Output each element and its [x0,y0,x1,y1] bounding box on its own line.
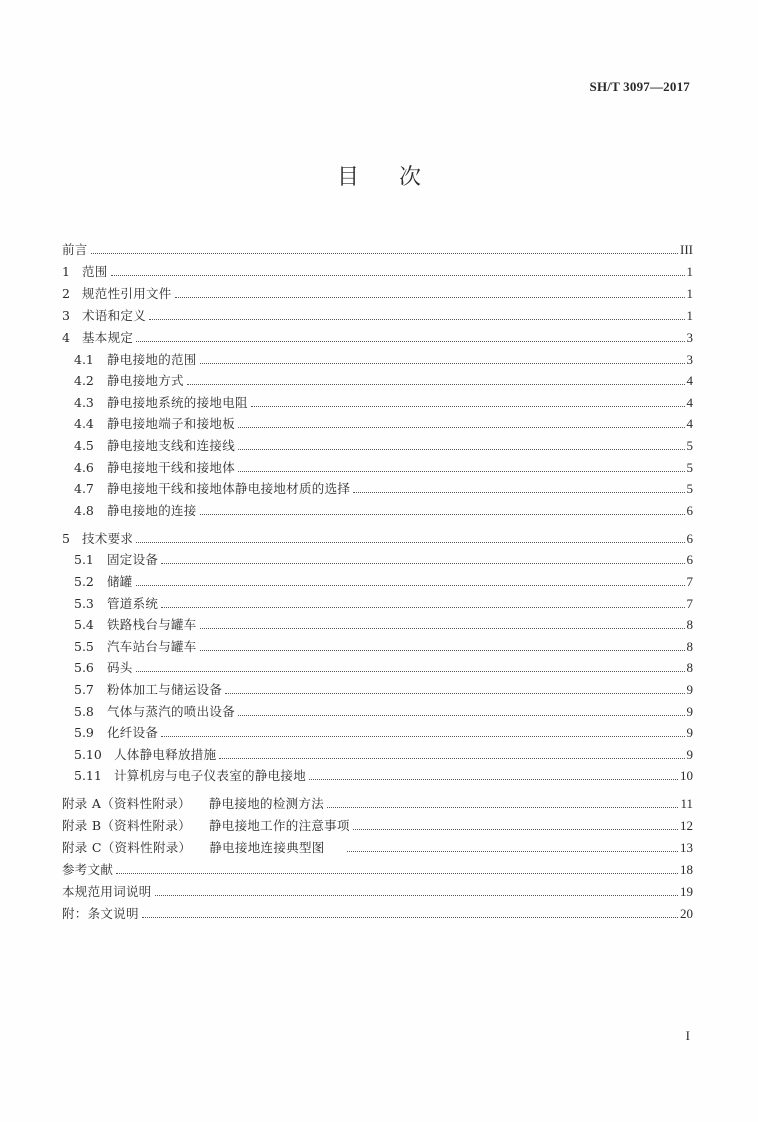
toc-entry-number: 5.6 [74,660,94,676]
toc-entry-label: 静电接地干线和接地体静电接地材质的选择 [107,481,351,497]
toc-entry[interactable] [62,345,693,367]
toc-entry[interactable] [62,388,693,410]
toc-entry-label: 码头 [107,660,133,676]
toc-entry[interactable] [62,301,693,323]
toc-leader-dots [238,427,684,428]
toc-entry-page: 9 [686,703,693,719]
toc-entry-number: 5.11 [74,768,102,784]
toc-entry-number: 5.2 [74,573,94,589]
toc-entry-label: 基本规定 [82,330,134,345]
toc-entry-page: 1 [686,286,693,301]
toc-entry-number: 4 [62,330,70,345]
toc-leader-dots [111,275,685,276]
toc-entry[interactable] [62,257,693,279]
toc-entry[interactable] [62,431,693,453]
toc-entry[interactable] [62,855,693,877]
toc-entry[interactable] [62,496,693,518]
toc-entry-page: 7 [686,573,693,589]
toc-leader-dots [238,471,684,472]
toc-entry-label: 粉体加工与储运设备 [107,681,223,697]
toc-entry[interactable] [62,654,693,676]
toc-leader-dots [238,715,684,716]
toc-entry-number: 5.3 [74,595,94,611]
toc-entry-label: 静电接地的范围 [107,351,197,367]
toc-entry-label: 静电接地方式 [107,373,184,389]
toc-entry-label: 静电接地工作的注意事项 [208,818,350,834]
toc-entry-number: 4.8 [74,502,94,518]
toc-entry-label: 术语和定义 [82,308,147,323]
toc-entry[interactable] [62,453,693,475]
toc-entry-page: 7 [686,595,693,611]
toc-entry-page: 1 [686,264,693,279]
toc-entry-number: 3 [62,308,70,323]
toc-leader-dots [136,341,684,342]
toc-entry[interactable] [62,235,693,257]
toc-entry-label: 规范性引用文件 [82,286,172,301]
page-folio: I [685,1028,690,1043]
toc-leader-dots [347,851,678,852]
toc-leader-dots [187,384,685,385]
toc-entry-page: 5 [686,437,693,453]
toc-entry-page: 19 [680,884,693,900]
toc-entry[interactable] [62,877,693,899]
toc-entry-label: 技术要求 [82,530,134,546]
toc-entry[interactable] [62,475,693,497]
toc-entry-label: 静电接地端子和接地板 [107,416,236,432]
toc-entry[interactable] [62,589,693,611]
toc-entry-number: 4.3 [74,394,94,410]
toc-entry-page: 3 [686,351,693,367]
toc-entry-page: 5 [686,481,693,497]
toc-leader-dots [161,563,684,564]
toc-leader-dots [219,758,684,759]
toc-entry-page: III [680,242,693,257]
toc-entry-page: 10 [680,768,693,784]
toc-entry[interactable] [62,833,693,855]
toc-entry-label: 管道系统 [107,595,159,611]
toc-entry[interactable] [62,611,693,633]
toc-entry-label: 静电接地干线和接地体 [107,459,236,475]
toc-entry-number: 5.1 [74,552,94,568]
toc-leader-dots [175,297,685,298]
toc-entry-page: 5 [686,459,693,475]
toc-entry[interactable] [62,762,693,784]
toc-entry-page: 4 [686,416,693,432]
toc-leader-dots [149,319,684,320]
toc-entry-label: 静电接地的检测方法 [208,796,325,812]
toc-entry-number: 5.8 [74,703,94,719]
toc-entry-number: 附录 A（资料性附录） [62,796,191,812]
toc-entry-page: 3 [686,330,693,345]
toc-entry-number: 4.7 [74,481,94,497]
toc-leader-dots [251,406,685,407]
toc-entry-number: 4.2 [74,373,94,389]
toc-leader-dots [200,628,685,629]
toc-entry-label: 汽车站台与罐车 [107,638,197,654]
toc-entry-number: 5.10 [74,746,102,762]
toc-entry-page: 6 [686,552,693,568]
toc-entry-number: 4.6 [74,459,94,475]
toc-entry[interactable] [62,811,693,833]
toc-entry[interactable] [62,410,693,432]
toc-entry-label: 化纤设备 [107,725,159,741]
toc-entry[interactable] [62,632,693,654]
toc-leader-dots [142,917,678,918]
toc-leader-dots [225,693,684,694]
toc-entry[interactable] [62,367,693,389]
toc-entry[interactable] [62,323,693,345]
toc-entry-page: 12 [680,818,693,834]
toc-leader-dots [161,736,684,737]
toc-entry-number: 附录 C（资料性附录） [62,840,192,856]
toc-entry-label: 气体与蒸汽的喷出设备 [107,703,236,719]
toc-entry-page: 1 [686,308,693,323]
toc-leader-dots [238,449,684,450]
toc-entry-label: 铁路栈台与罐车 [107,617,197,633]
toc-entry-page: 8 [686,617,693,633]
toc-entry-label: 静电接地的连接 [107,502,197,518]
toc-leader-dots [353,829,678,830]
toc-entry[interactable] [62,719,693,741]
toc-leader-dots [116,873,678,874]
toc-entry-number: 2 [62,286,70,301]
toc-entry-label: 静电接地连接典型图 [209,840,325,856]
toc-entry-page: 9 [686,746,693,762]
toc-entry[interactable] [62,524,693,546]
toc-entry[interactable] [62,899,693,921]
toc-leader-dots [91,253,678,254]
toc-entry-page: 13 [680,840,693,856]
toc-entry[interactable] [62,279,693,301]
toc-entry-page: 11 [680,796,693,812]
toc-leader-dots [353,492,684,493]
toc-entry-page: 4 [686,394,693,410]
toc-entry-label: 前言 [62,242,88,257]
toc-entry-label: 静电接地系统的接地电阻 [107,394,248,410]
toc-entry[interactable] [62,567,693,589]
toc-entry-page: 9 [686,681,693,697]
toc-leader-dots [327,807,678,808]
toc-entry-label: 附：条文说明 [62,906,139,922]
toc-leader-dots [200,363,685,364]
toc-entry-label: 固定设备 [107,552,159,568]
toc-entry-number: 1 [62,264,70,279]
toc-leader-dots [161,607,684,608]
toc-entry[interactable] [62,697,693,719]
toc-entry-number: 4.5 [74,437,94,453]
toc-entry-label: 静电接地支线和连接线 [107,437,236,453]
toc-entry[interactable] [62,789,693,811]
toc-leader-dots [200,650,685,651]
toc-entry-page: 9 [686,725,693,741]
toc-entry-page: 8 [686,660,693,676]
toc-entry-page: 20 [680,906,693,922]
toc-entry-page: 4 [686,373,693,389]
toc-entry[interactable] [62,675,693,697]
toc-entry-label: 人体静电释放措施 [114,746,217,762]
toc-entry-number: 5.5 [74,638,94,654]
toc-entry-label: 储罐 [107,573,133,589]
toc-title: 目次 [336,165,461,190]
toc-entry-page: 8 [686,638,693,654]
toc-entry-number: 5.9 [74,725,94,741]
toc-entry-number: 5.4 [74,617,94,633]
toc-leader-dots [309,779,678,780]
toc-entry-label: 本规范用词说明 [62,884,152,900]
toc-entry-number: 5 [62,530,70,546]
toc-entry-number: 4.1 [74,351,94,367]
toc-entry-page: 6 [686,530,693,546]
toc-leader-dots [136,671,685,672]
toc-entry[interactable] [62,546,693,568]
toc-entry-number: 4.4 [74,416,94,432]
toc-entry-page: 18 [680,862,693,878]
toc-leader-dots [136,585,685,586]
toc-leader-dots [200,514,685,515]
toc-entry-label: 计算机房与电子仪表室的静电接地 [114,768,307,784]
toc-entry-label: 参考文献 [62,862,114,878]
toc-entry-number: 5.7 [74,681,94,697]
toc-entry-number: 附录 B（资料性附录） [62,818,191,834]
toc-entry[interactable] [62,740,693,762]
toc-leader-dots [136,542,684,543]
table-of-contents [62,235,693,921]
toc-entry-page: 6 [686,502,693,518]
toc-leader-dots [155,895,678,896]
toc-entry-label: 范围 [82,264,108,279]
standard-code: SH/T 3097—2017 [589,79,690,94]
